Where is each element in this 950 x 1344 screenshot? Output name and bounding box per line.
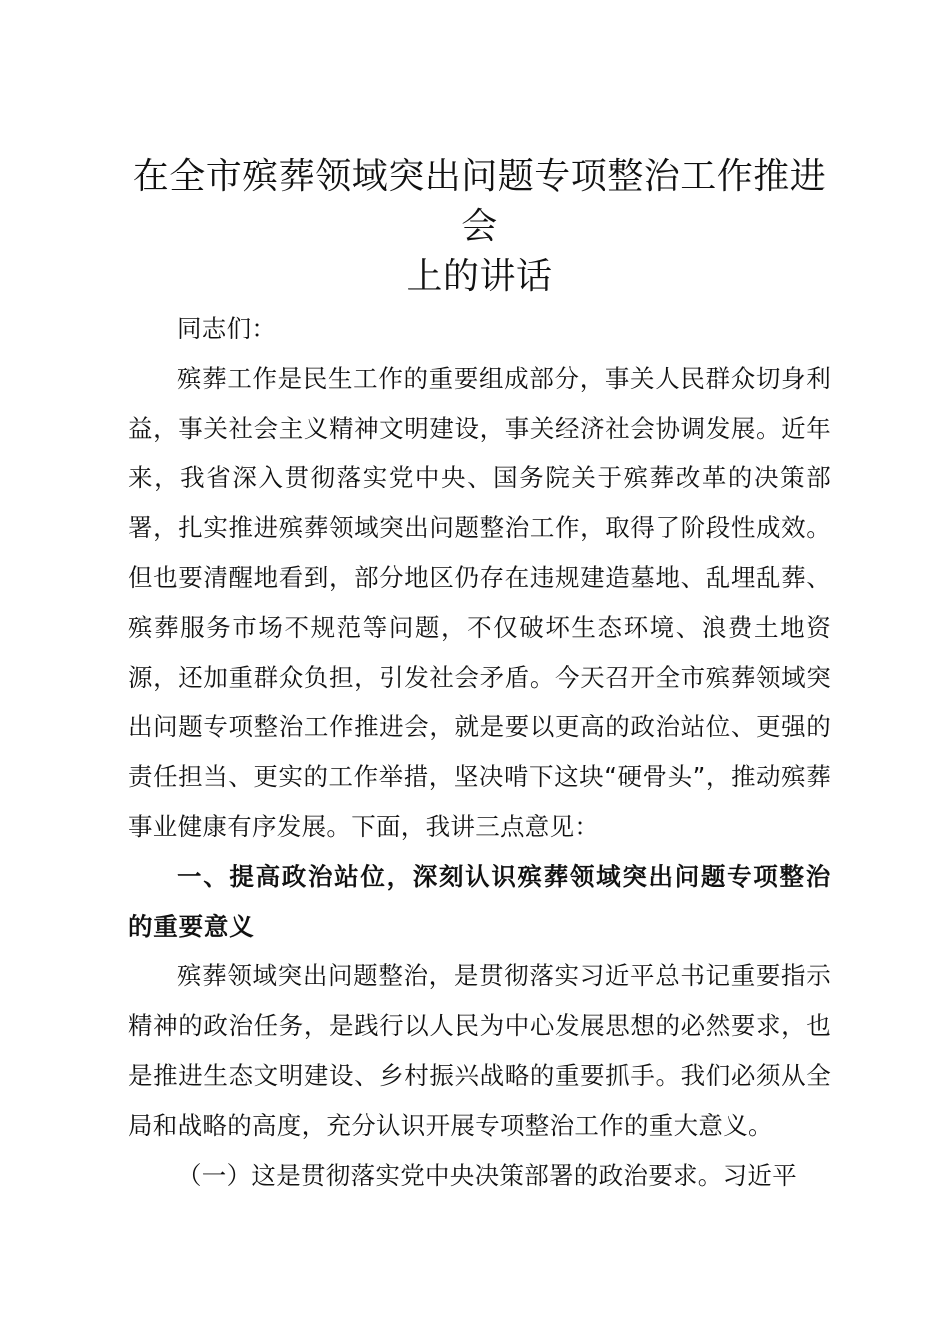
paragraph-subsection-1: （一）这是贯彻落实党中央决策部署的政治要求。习近平 — [177, 1160, 797, 1190]
salutation: 同志们： — [177, 314, 277, 343]
title-line-2: 上的讲话 — [406, 256, 553, 297]
section-heading-1: 一、提高政治站位，深刻认识殡葬领域突出问题专项整治的重要意义 — [128, 861, 831, 941]
paragraph-section-1: 殡葬领域突出问题整治，是贯彻落实习近平总书记重要指示精神的政治任务，是践行以人民为中心发展思想的必然要求，也是推进生态文明建设、乡村振兴战略的重要抓手。我们必须从全局和战略的高度，充分认识开展专项整治工作的重大意义。 — [128, 961, 831, 1140]
paragraph-intro: 殡葬工作是民生工作的重要组成部分，事关人民群众切身利益，事关社会主义精神文明建设，事关经济社会协调发展。近年来，我省深入贯彻落实党中央、国务院关于殡葬改革的决策部署，扎实推进殡葬领域突出问题整治工作，取得了阶段性成效。但也要清醒地看到，部分地区仍存在违规建造墓地、乱埋乱葬、殡葬服务市场不规范等问题，不仅破坏生态环境、浪费土地资源，还加重群众负担，引发社会矛盾。今天召开全市殡葬领域突出问题专项整治工作推进会，就是要以更高的政治站位、更强的责任担当、更实的工作举措，坚决啃下这块“硬骨头”，推动殡葬事业健康有序发展。下面，我讲三点意见： — [128, 363, 831, 841]
title-line-1: 在全市殡葬领域突出问题专项整治工作推进会 — [132, 156, 827, 247]
document-page — [128, 152, 831, 1200]
document-title — [128, 152, 831, 302]
